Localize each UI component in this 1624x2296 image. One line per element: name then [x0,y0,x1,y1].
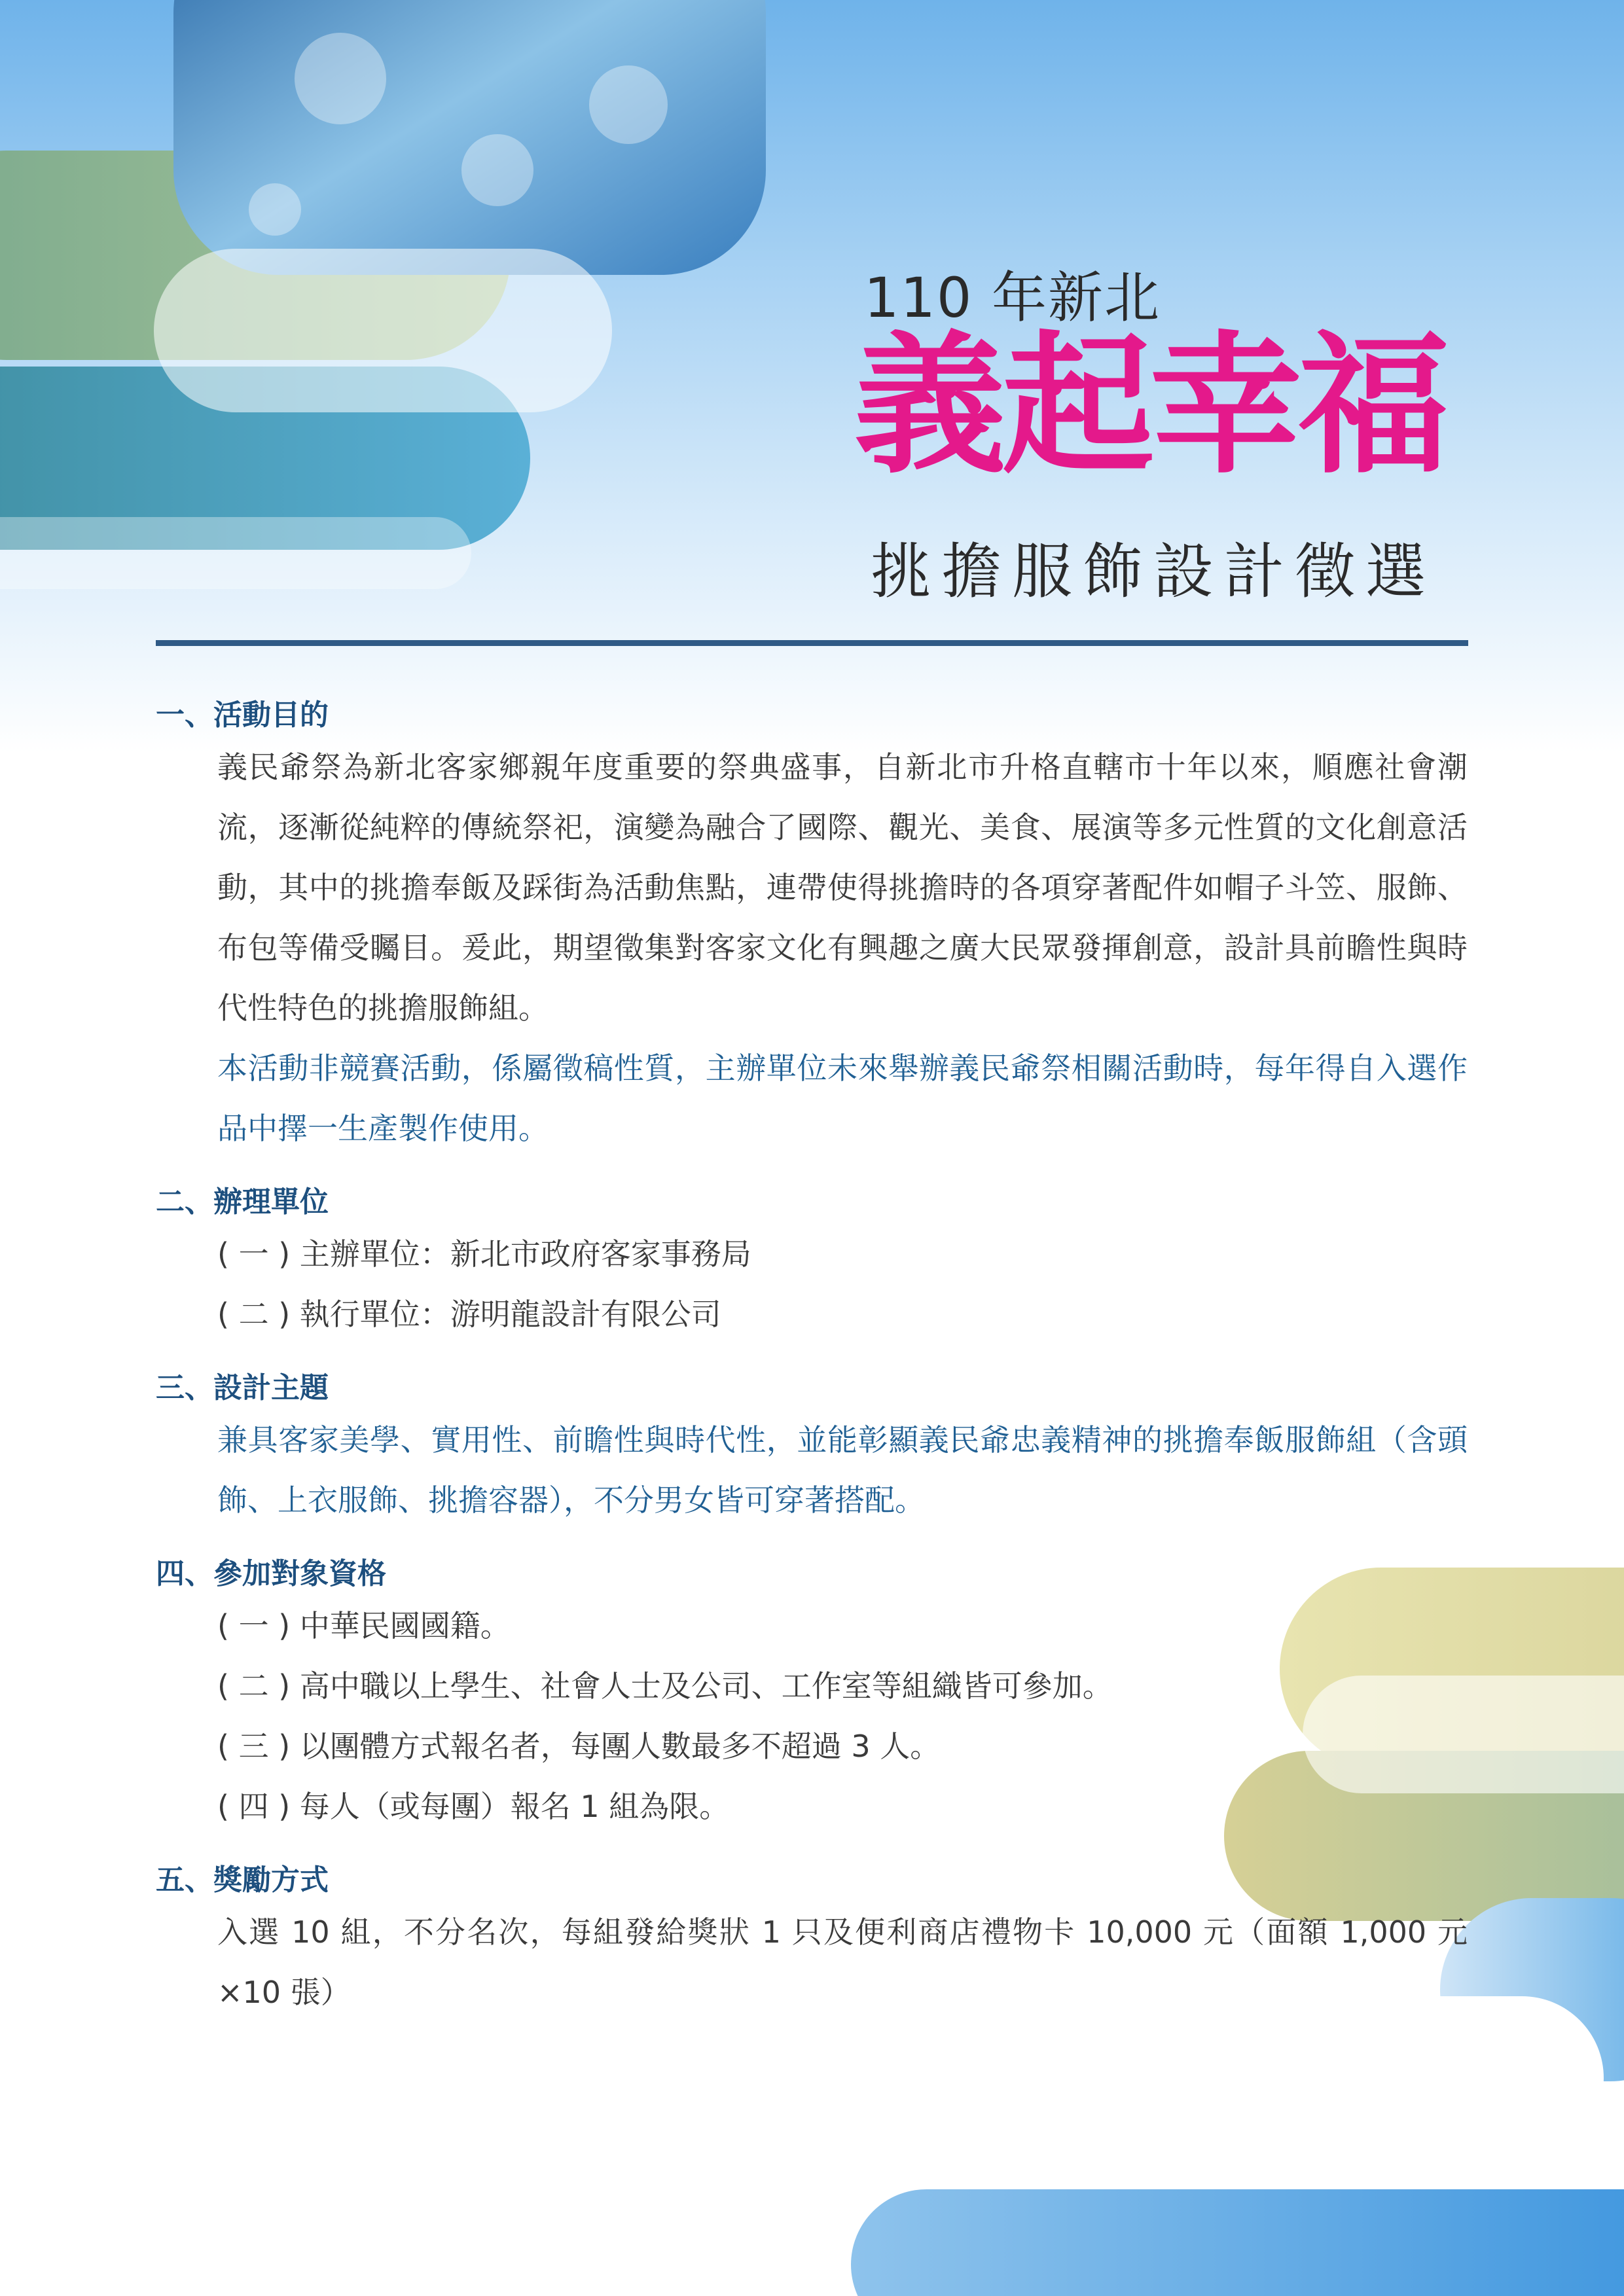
section-eligibility [156,1552,1471,1837]
section-title: 三、設計主題 [156,1371,329,1405]
list-item: ( 二 ) 執行單位：游明龍設計有限公司 [217,1297,721,1332]
header-divider [156,640,1468,646]
section-title: 一、活動目的 [156,698,329,732]
document-body [156,694,1471,2022]
section-title: 五、獎勵方式 [156,1863,329,1897]
event-title: 義起幸福 [854,317,1447,494]
list-item: ( 一 ) 中華民國國籍。 [217,1608,511,1643]
list-item: ( 二 ) 高中職以上學生、社會人士及公司、工作室等組織皆可參加。 [217,1668,1113,1704]
section-theme [156,1367,1471,1530]
section-purpose [156,694,1471,1158]
section-paragraph: 義民爺祭為新北客家鄉親年度重要的祭典盛事，自新北市升格直轄市十年以來，順應社會潮流，逐漸從純粹的傳統祭祀，演變為融合了國際、觀光、美食、展演等多元性質的文化創意活動，其中的挑擔奉飯及踩街為活動焦點，連帶使得挑擔時的各項穿著配件如帽子斗笠、服飾、布包等備受矚目。爰此，期望徵集對客家文化有興趣之廣大民眾發揮創意，設計具前瞻性與時代性特色的挑擔服飾組。 [217,749,1468,1026]
event-year: 110 年新北 [864,266,1161,330]
list-item: ( 四 ) 每人（或每團）報名 1 組為限。 [217,1789,730,1824]
section-paragraph: 兼具客家美學、實用性、前瞻性與時代性，並能彰顯義民爺忠義精神的挑擔奉飯服飾組（含頭飾、上衣服飾、挑擔容器），不分男女皆可穿著搭配。 [217,1422,1468,1518]
section-paragraph: 入選 10 組，不分名次，每組發給獎狀 1 只及便利商店禮物卡 10,000 元（面額 1,000 元 ×10 張） [217,1914,1468,2010]
list-item: ( 三 ) 以團體方式報名者，每團人數最多不超過 3 人。 [217,1729,941,1764]
section-awards [156,1859,1471,2022]
section-title: 二、辦理單位 [156,1185,329,1219]
section-organizers [156,1181,1471,1344]
list-item: ( 一 ) 主辦單位：新北市政府客家事務局 [217,1236,751,1272]
event-subtitle: 挑擔服飾設計徵選 [871,537,1437,607]
section-title: 四、參加對象資格 [156,1557,386,1590]
section-note: 本活動非競賽活動，係屬徵稿性質，主辦單位未來舉辦義民爺祭相關活動時，每年得自入選作品中擇一生產製作使用。 [217,1050,1468,1146]
